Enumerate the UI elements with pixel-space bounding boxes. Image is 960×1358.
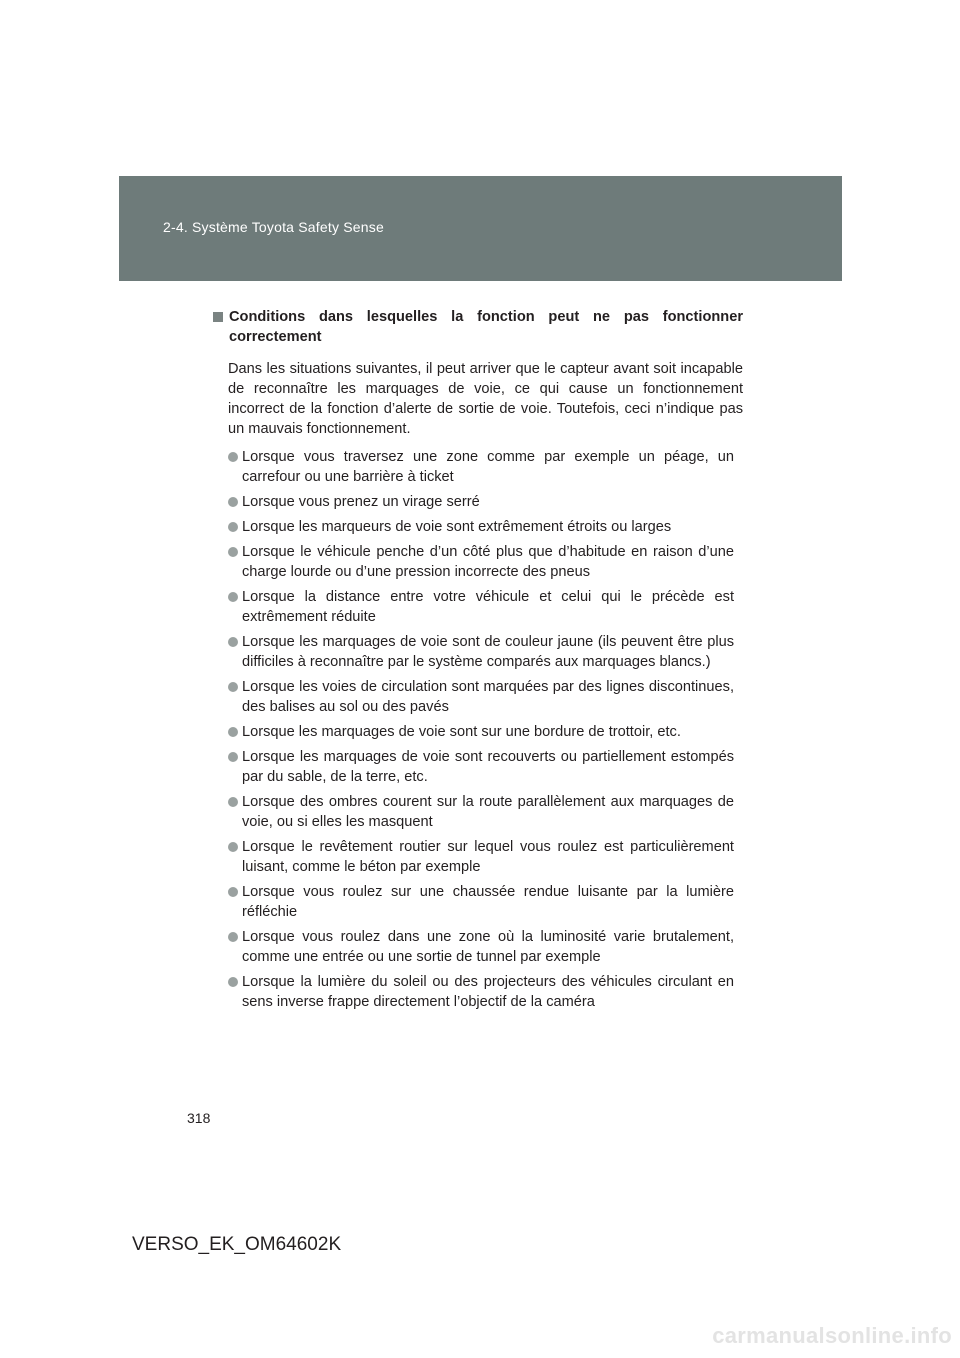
list-item — [228, 632, 743, 672]
circle-bullet-icon — [228, 452, 238, 462]
section-header-band — [119, 176, 842, 281]
section-heading-text: Conditions dans lesquelles la fonction peut ne pas fonctionner correctement — [229, 309, 743, 345]
list-item — [228, 972, 743, 1012]
section-title: 2-4. Système Toyota Safety Sense — [163, 219, 384, 235]
circle-bullet-icon — [228, 497, 238, 507]
list-item — [228, 542, 743, 582]
list-item — [228, 747, 743, 787]
intro-paragraph: Dans les situations suivantes, il peut arriver que le capteur avant soit incapable de reconnaître les marquages de voie, ce qui cause un fonctionnement incorrect de la fonction d’alerte de sortie de voie. Toutefois, ceci n’indique pas un mauvais fonctionnement. — [228, 361, 743, 437]
list-item-text: Lorsque le revêtement routier sur lequel vous roulez est particulièrement luisant, comme le béton par exemple — [242, 839, 734, 875]
circle-bullet-icon — [228, 887, 238, 897]
list-item — [228, 447, 743, 487]
section-heading — [213, 307, 743, 347]
circle-bullet-icon — [228, 752, 238, 762]
list-item-text: Lorsque des ombres courent sur la route parallèlement aux marquages de voie, ou si elles les masquent — [242, 794, 734, 830]
list-item-text: Lorsque la lumière du soleil ou des projecteurs des véhicules circulant en sens inverse frappe directement l’objectif de la caméra — [242, 974, 734, 1010]
list-item-text: Lorsque les marqueurs de voie sont extrêmement étroits ou larges — [242, 519, 672, 535]
list-item-text: Lorsque le véhicule penche d’un côté plus que d’habitude en raison d’une charge lourde ou d’une pression incorrecte des pneus — [242, 544, 734, 580]
circle-bullet-icon — [228, 547, 238, 557]
circle-bullet-icon — [228, 932, 238, 942]
list-item — [228, 587, 743, 627]
list-item — [228, 927, 743, 967]
list-item — [228, 677, 743, 717]
list-item-text: Lorsque vous roulez sur une chaussée rendue luisante par la lumière réfléchie — [242, 884, 734, 920]
list-item-text: Lorsque vous prenez un virage serré — [242, 494, 480, 510]
circle-bullet-icon — [228, 842, 238, 852]
list-item — [228, 492, 743, 512]
list-item-text: Lorsque les marquages de voie sont recouverts ou partiellement estompés par du sable, de la terre, etc. — [242, 749, 734, 785]
circle-bullet-icon — [228, 592, 238, 602]
list-item-text: Lorsque les marquages de voie sont de couleur jaune (ils peuvent être plus difficiles à reconnaître par le système comparés aux marquages blancs.) — [242, 634, 734, 670]
watermark: carmanualsonline.info — [712, 1323, 952, 1348]
circle-bullet-icon — [228, 637, 238, 647]
square-bullet-icon — [213, 312, 223, 322]
list-item — [228, 837, 743, 877]
circle-bullet-icon — [228, 522, 238, 532]
circle-bullet-icon — [228, 727, 238, 737]
list-item-text: Lorsque les marquages de voie sont sur une bordure de trottoir, etc. — [242, 724, 681, 740]
list-item — [228, 882, 743, 922]
conditions-list — [213, 447, 743, 1012]
circle-bullet-icon — [228, 977, 238, 987]
list-item — [228, 792, 743, 832]
circle-bullet-icon — [228, 682, 238, 692]
list-item-text: Lorsque la distance entre votre véhicule et celui qui le précède est extrêmement réduite — [242, 589, 734, 625]
list-item — [228, 722, 743, 742]
list-item-text: Lorsque vous roulez dans une zone où la luminosité varie brutalement, comme une entrée ou une sortie de tunnel par exemple — [242, 929, 734, 965]
list-item-text: Lorsque les voies de circulation sont marquées par des lignes discontinues, des balises au sol ou des pavés — [242, 679, 734, 715]
list-item-text: Lorsque vous traversez une zone comme par exemple un péage, un carrefour ou une barrière à ticket — [242, 449, 734, 485]
page-content — [213, 307, 743, 1017]
page-number: 318 — [187, 1110, 211, 1126]
document-code: VERSO_EK_OM64602K — [132, 1234, 342, 1255]
list-item — [228, 517, 743, 537]
circle-bullet-icon — [228, 797, 238, 807]
